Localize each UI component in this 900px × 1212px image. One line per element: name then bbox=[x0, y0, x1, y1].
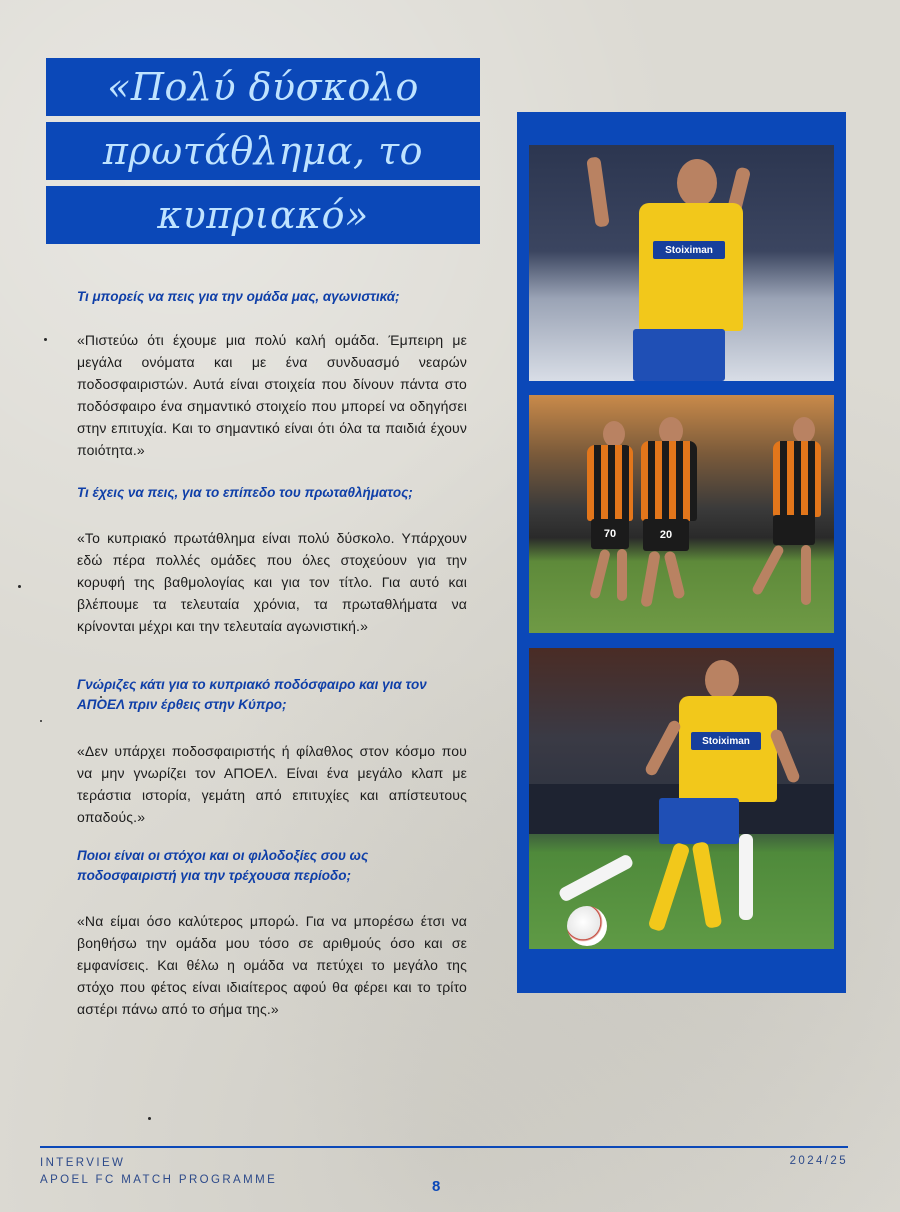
answer: «Το κυπριακό πρωτάθλημα είναι πολύ δύσκολο. Υπάρχουν εδώ πέρα πολλές ομάδες που όλες στοχεύουν για την κορυφή της βαθμολογίας και για τον τίτλο. Για αυτό και βλέπουμε τα τελευταία χρόνια, τα πρωταθλήματα να κρίνονται μέχρι και την τελευταία αγωνιστική.» bbox=[77, 530, 467, 634]
question: Ποιοι είναι οι στόχοι και οι φιλοδοξίες σου ως ποδοσφαιριστή για την τρέχουσα περίοδο; bbox=[77, 848, 369, 883]
footer-divider bbox=[40, 1146, 848, 1148]
player-shirt bbox=[587, 445, 633, 521]
photo-player-celebrating bbox=[529, 145, 834, 381]
photo-panel bbox=[517, 112, 846, 993]
footer-section: INTERVIEW bbox=[40, 1157, 126, 1169]
player-shorts bbox=[773, 515, 815, 545]
player-head bbox=[603, 421, 625, 447]
player-shorts bbox=[591, 519, 629, 549]
sponsor-text: Stoiximan bbox=[665, 244, 713, 256]
player-head bbox=[677, 159, 717, 207]
question: Τι έχεις να πεις, για το επίπεδο του πρωταθλήματος; bbox=[77, 485, 413, 500]
photo-opponents bbox=[529, 395, 834, 633]
player-leg bbox=[589, 549, 611, 600]
player-arm bbox=[586, 156, 610, 227]
article-title bbox=[46, 58, 480, 250]
opponent-leg bbox=[739, 834, 753, 920]
page-number: 8 bbox=[432, 1178, 441, 1195]
football bbox=[567, 906, 607, 946]
answer: «Να είμαι όσο καλύτερος μπορώ. Για να μπορέσω έτσι να βοηθήσω την ομάδα μου τόσο σε αριθμούς όσο και σε εμφανίσεις. Και θέλω η ομάδα να πετύχει το μεγάλο της στόχο που φέτος είναι ιδιαίτερος αφού θα φέρει και το τρίτο αστέρι πάνω από το σήμα της.» bbox=[77, 913, 467, 1017]
player-shorts bbox=[643, 519, 689, 551]
answer: «Δεν υπάρχει ποδοσφαιριστής ή φίλαθλος στον κόσμο που να μην γνωρίζει τον ΑΠΟΕΛ. Είναι ένα μεγάλο κλαπ με τεράστια ιστορία, γεμάτη από επιτυχίες και απίστευτους οπαδούς.» bbox=[77, 743, 467, 825]
player-head bbox=[705, 660, 739, 700]
player-leg bbox=[692, 841, 723, 928]
footer-left bbox=[40, 1155, 277, 1189]
sponsor-logo bbox=[691, 732, 761, 750]
player-head bbox=[793, 417, 815, 443]
player-shirt bbox=[639, 203, 743, 331]
shirt-number: 20 bbox=[659, 529, 673, 541]
player-shirt bbox=[773, 441, 821, 517]
player-leg bbox=[640, 550, 661, 607]
title-line: κυπριακό» bbox=[46, 186, 480, 244]
sponsor-text: Stoiximan bbox=[702, 735, 750, 747]
paper-speck bbox=[44, 338, 47, 341]
sponsor-logo bbox=[653, 241, 725, 259]
answer: «Πιστεύω ότι έχουμε μια πολύ καλή ομάδα. Έμπειρη με μεγάλα ονόματα και με ένα συνδυασμό νεαρών ποδοσφαιριστών. Αυτά είναι στοιχεία που δίνουν πάντα στο ποδόσφαιρο ένα σημαντικό στοιχείο που μπορεί να οδηγήσει στην επιτυχία. Και το σημαντικό είναι ότι όλα τα παιδιά έχουν ποιότητα.» bbox=[77, 332, 467, 458]
question: Τι μπορείς να πεις για την ομάδα μας, αγωνιστικά; bbox=[77, 289, 400, 304]
player-leg bbox=[617, 549, 627, 601]
player-leg bbox=[751, 544, 785, 596]
player-shirt bbox=[641, 441, 697, 521]
paper-speck bbox=[40, 720, 42, 722]
footer-season: 2024/25 bbox=[789, 1155, 848, 1167]
photo-player-dribbling bbox=[529, 648, 834, 949]
title-line: πρωτάθλημα, το bbox=[46, 122, 480, 180]
shirt-number: 70 bbox=[603, 528, 617, 540]
player-leg bbox=[663, 550, 685, 599]
question: Γνώριζες κάτι για το κυπριακό ποδόσφαιρο και για τον ΑΠΟΕΛ πριν έρθεις στην Κύπρο; bbox=[77, 677, 427, 712]
player-shorts bbox=[633, 329, 725, 381]
paper-speck bbox=[18, 585, 21, 588]
title-line: «Πολύ δύσκολο bbox=[46, 58, 480, 116]
footer-publication: APOEL FC MATCH PROGRAMME bbox=[40, 1174, 278, 1186]
player-leg bbox=[647, 842, 690, 933]
player-arm bbox=[644, 719, 683, 778]
opponent-leg bbox=[557, 853, 634, 903]
paper-speck bbox=[148, 1117, 151, 1120]
player-leg bbox=[801, 545, 811, 605]
player-shorts bbox=[659, 798, 739, 844]
